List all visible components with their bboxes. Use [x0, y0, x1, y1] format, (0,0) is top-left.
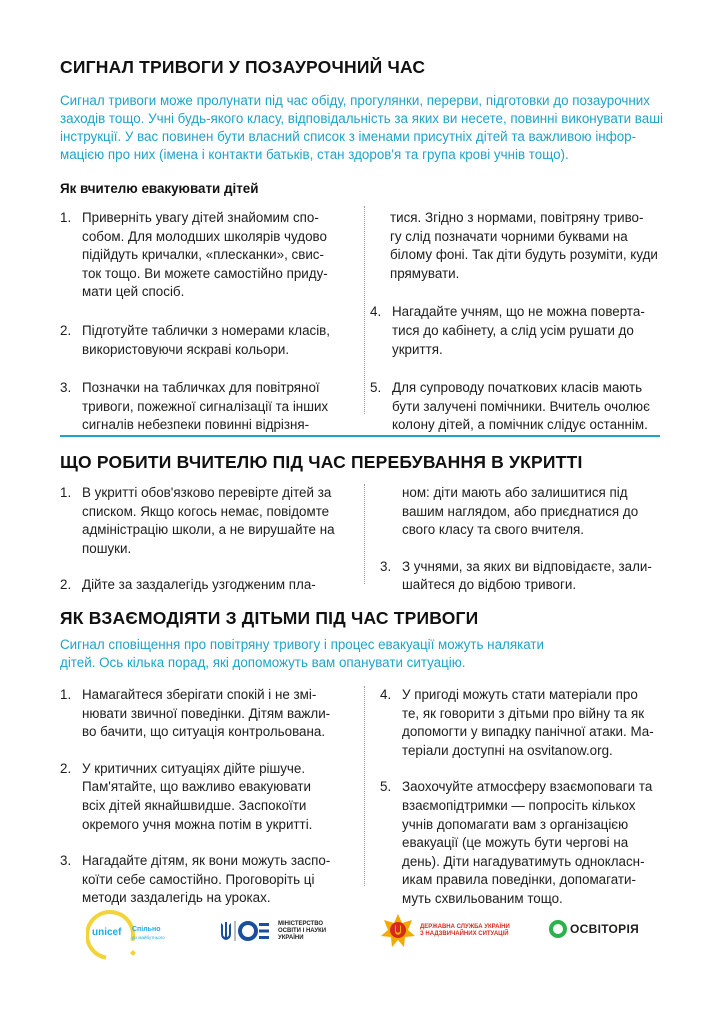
- item-number: 3.: [60, 380, 72, 396]
- item-line: Для супроводу початкових класів мають: [392, 380, 643, 396]
- item-line: використовуючи яскраві кольори.: [82, 341, 290, 357]
- section-title-in-shelter: ЩО РОБИТИ ВЧИТЕЛЮ ПІД ЧАС ПЕРЕБУВАННЯ В УКРИТТІ: [60, 452, 583, 472]
- dsns-wordmark: [420, 924, 510, 938]
- continued-line: ном: діти мають або залишитися під: [402, 485, 628, 500]
- item-line: учнів допомагати вам з організацією: [402, 816, 629, 832]
- unicef-tagline: Спільно: [132, 926, 161, 933]
- item-line: тися до кабінету, а слід усім рушати до: [392, 322, 634, 338]
- item-line: окремого учня можна потім в укритті.: [82, 816, 313, 832]
- item-line: муть схвильованим тощо.: [402, 890, 563, 906]
- item-number: 3.: [380, 558, 392, 574]
- section3-right-column: [380, 686, 680, 909]
- list-item: [380, 686, 680, 760]
- item-line: пошуки.: [82, 540, 132, 556]
- item-line: Намагайтеся зберігати спокій і не змі-: [82, 687, 317, 702]
- continued-line: тися. Згідно з нормами, повітряну триво-: [390, 210, 644, 225]
- item-number: 4.: [380, 687, 392, 702]
- osvitoria-wordmark: ОСВІТОРІЯ: [570, 922, 640, 936]
- item-line: сигналів небезпеки повинні відрізня-: [82, 417, 310, 433]
- section2-left-column: [60, 484, 360, 595]
- item-line: во бачити, що ситуація контрольована.: [82, 724, 326, 740]
- item-number: 2.: [60, 760, 72, 776]
- item-number: 1.: [60, 687, 72, 702]
- trident-icon: [218, 919, 282, 943]
- mon-line: УКРАЇНИ: [278, 935, 304, 941]
- list-item: [60, 379, 360, 435]
- item-line: шайтеся до відбою тривоги.: [402, 577, 577, 593]
- mon-line: ОСВІТИ І НАУКИ: [278, 928, 327, 934]
- item-line: допомогти у випадку панічної атаки. Ма-: [402, 724, 654, 740]
- item-line: день). Діти нагадуватимуть однокласн-: [402, 853, 645, 869]
- partner-logos: [0, 905, 713, 975]
- item-line: У пригоді можуть стати матеріали про: [402, 687, 638, 702]
- continued-line: вашим наглядом, або приєднатися до: [402, 503, 639, 519]
- item-number: 5.: [370, 380, 382, 396]
- intro-line: дітей. Ось кілька порад, які допоможуть вам опанувати ситуацію.: [60, 655, 466, 670]
- section1-right-column: [370, 209, 680, 435]
- item-line: колону дітей, а помічник слідує останнім.: [392, 417, 648, 433]
- column-divider: [364, 484, 365, 584]
- intro-line: заходів тощо. Учні будь-якого класу, відповідальність за яких ви несете, повинні виконувати ваші: [60, 111, 663, 126]
- continued-text: [390, 209, 680, 283]
- item-line: методи заздалегідь на уроках.: [82, 890, 271, 906]
- item-line: Підготуйте таблички з номерами класів,: [82, 322, 331, 338]
- list-item: [60, 209, 360, 302]
- column-divider: [364, 206, 365, 414]
- item-number: 1.: [60, 210, 72, 225]
- list-item: [60, 322, 360, 359]
- dsns-logo: [380, 913, 510, 952]
- section2-right-column: [380, 484, 682, 595]
- continued-line: гу слід позначати чорними буквами на: [390, 228, 628, 244]
- mon-wordmark: [278, 921, 326, 942]
- intro-line: мацією про них (імена і контакти батьків, стан здоров'я та група крові учнів тощо).: [60, 147, 569, 162]
- item-line: Позначки на табличках для повітряної: [82, 380, 320, 396]
- item-line: Приверніть увагу дітей знайомим спо-: [82, 210, 319, 225]
- list-item: [60, 484, 360, 558]
- continued-text: [402, 484, 682, 540]
- item-number: 2.: [60, 322, 72, 338]
- item-line: коїти себе самостійно. Проговоріть ці: [82, 871, 315, 887]
- list-item: [60, 760, 360, 834]
- item-line: Дійте за заздалегідь узгодженим пла-: [82, 577, 316, 593]
- unicef-logo: [86, 905, 166, 972]
- item-line: списком. Якщо когось немає, повідомте: [82, 503, 330, 519]
- item-line: З учнями, за яких ви відповідаєте, зали-: [402, 558, 652, 574]
- item-line: ток тощо. Ви можете самостійно приду-: [82, 265, 328, 281]
- list-item: [60, 852, 360, 908]
- item-line: взаємопідтримки — попросіть кількох: [402, 797, 636, 813]
- item-number: 4.: [370, 304, 382, 320]
- item-line: тривоги, пожежної сигналізації та інших: [82, 398, 329, 414]
- intro-line: Сигнал тривоги може пролунати під час обіду, прогулянки, перерви, підготовки до позаурочних: [60, 93, 650, 108]
- item-number: 3.: [60, 853, 72, 869]
- unicef-wordmark: unicef: [92, 927, 122, 938]
- subheading-evacuate: Як вчителю евакуювати дітей: [60, 181, 259, 196]
- section-divider-line: [60, 435, 660, 437]
- list-item: [60, 686, 360, 742]
- item-line: мати цей спосіб.: [82, 284, 185, 300]
- osvitoria-ring-icon: [548, 919, 568, 939]
- list-item: [370, 379, 680, 435]
- item-line: Заохочуйте атмосферу взаємоповаги та: [402, 779, 653, 795]
- item-number: 1.: [60, 485, 72, 500]
- intro-line: інструкції. У вас повинен бути власний список з іменами присутніх дітей та важливою інфор-: [60, 129, 637, 144]
- dsns-line: ДЕРЖАВНА СЛУЖБА УКРАЇНИ: [420, 924, 510, 930]
- column-divider: [364, 686, 365, 886]
- item-line: Нагадайте дітям, як вони можуть заспо-: [82, 853, 331, 869]
- item-line: евакуації (це можуть бути чергові на: [402, 835, 629, 851]
- item-line: икам правила поведінки, допомагати-: [402, 872, 636, 888]
- item-line: собом. Для молодших школярів чудово: [82, 228, 327, 244]
- item-line: підійдуть кричалки, «плесканки», свис-: [82, 247, 324, 263]
- mon-line: МІНІСТЕРСТВО: [278, 921, 324, 927]
- list-item: [370, 303, 680, 359]
- item-line: всіх дітей якнайшвидше. Заспокоїти: [82, 797, 307, 813]
- intro-line: Сигнал сповіщення про повітряну тривогу і процес евакуації можуть налякати: [60, 637, 545, 652]
- continued-line: білому фоні. Так діти будуть розуміти, куди: [390, 247, 658, 263]
- osvitoria-logo: [548, 919, 640, 944]
- list-item: [380, 778, 680, 908]
- list-item: [380, 558, 682, 595]
- item-number: 5.: [380, 779, 392, 795]
- item-line: теріали доступні на osvitanow.org.: [402, 742, 613, 758]
- intro-paragraph-3: [60, 636, 670, 672]
- item-line: В укритті обов'язково перевірте дітей за: [82, 485, 332, 500]
- section3-left-column: [60, 686, 360, 908]
- item-line: адміністрацію школи, а не вирушайте на: [82, 522, 335, 538]
- continued-line: свого класу та свого вчителя.: [402, 522, 584, 538]
- continued-line: прямувати.: [390, 265, 460, 281]
- item-line: те, як говорити з дітьми про війну та як: [402, 705, 645, 721]
- list-item: [60, 576, 360, 595]
- section-title-interact-children: ЯК ВЗАЄМОДІЯТИ З ДІТЬМИ ПІД ЧАС ТРИВОГИ: [60, 608, 479, 628]
- item-line: бути залучені помічники. Вчитель очолює: [392, 398, 650, 414]
- section1-left-column: [60, 209, 360, 435]
- item-number: 2.: [60, 577, 72, 593]
- intro-paragraph-1: [60, 92, 670, 164]
- item-line: укриття.: [392, 341, 443, 357]
- item-line: Нагадайте учням, що не можна поверта-: [392, 304, 645, 320]
- unicef-tagline-sub: до майбутнього: [132, 935, 165, 940]
- item-line: У критичних ситуаціях дійте рішуче.: [82, 760, 306, 776]
- item-line: Пам'ятайте, що важливо евакуювати: [82, 779, 312, 795]
- dsns-line: З НАДЗВИЧАЙНИХ СИТУАЦІЙ: [420, 931, 509, 937]
- section-title-alarm-after-hours: СИГНАЛ ТРИВОГИ У ПОЗАУРОЧНИЙ ЧАС: [60, 57, 426, 77]
- item-line: нювати звичної поведінки. Дітям важли-: [82, 705, 331, 721]
- mon-logo: [218, 919, 327, 948]
- dsns-emblem-icon: [380, 913, 416, 947]
